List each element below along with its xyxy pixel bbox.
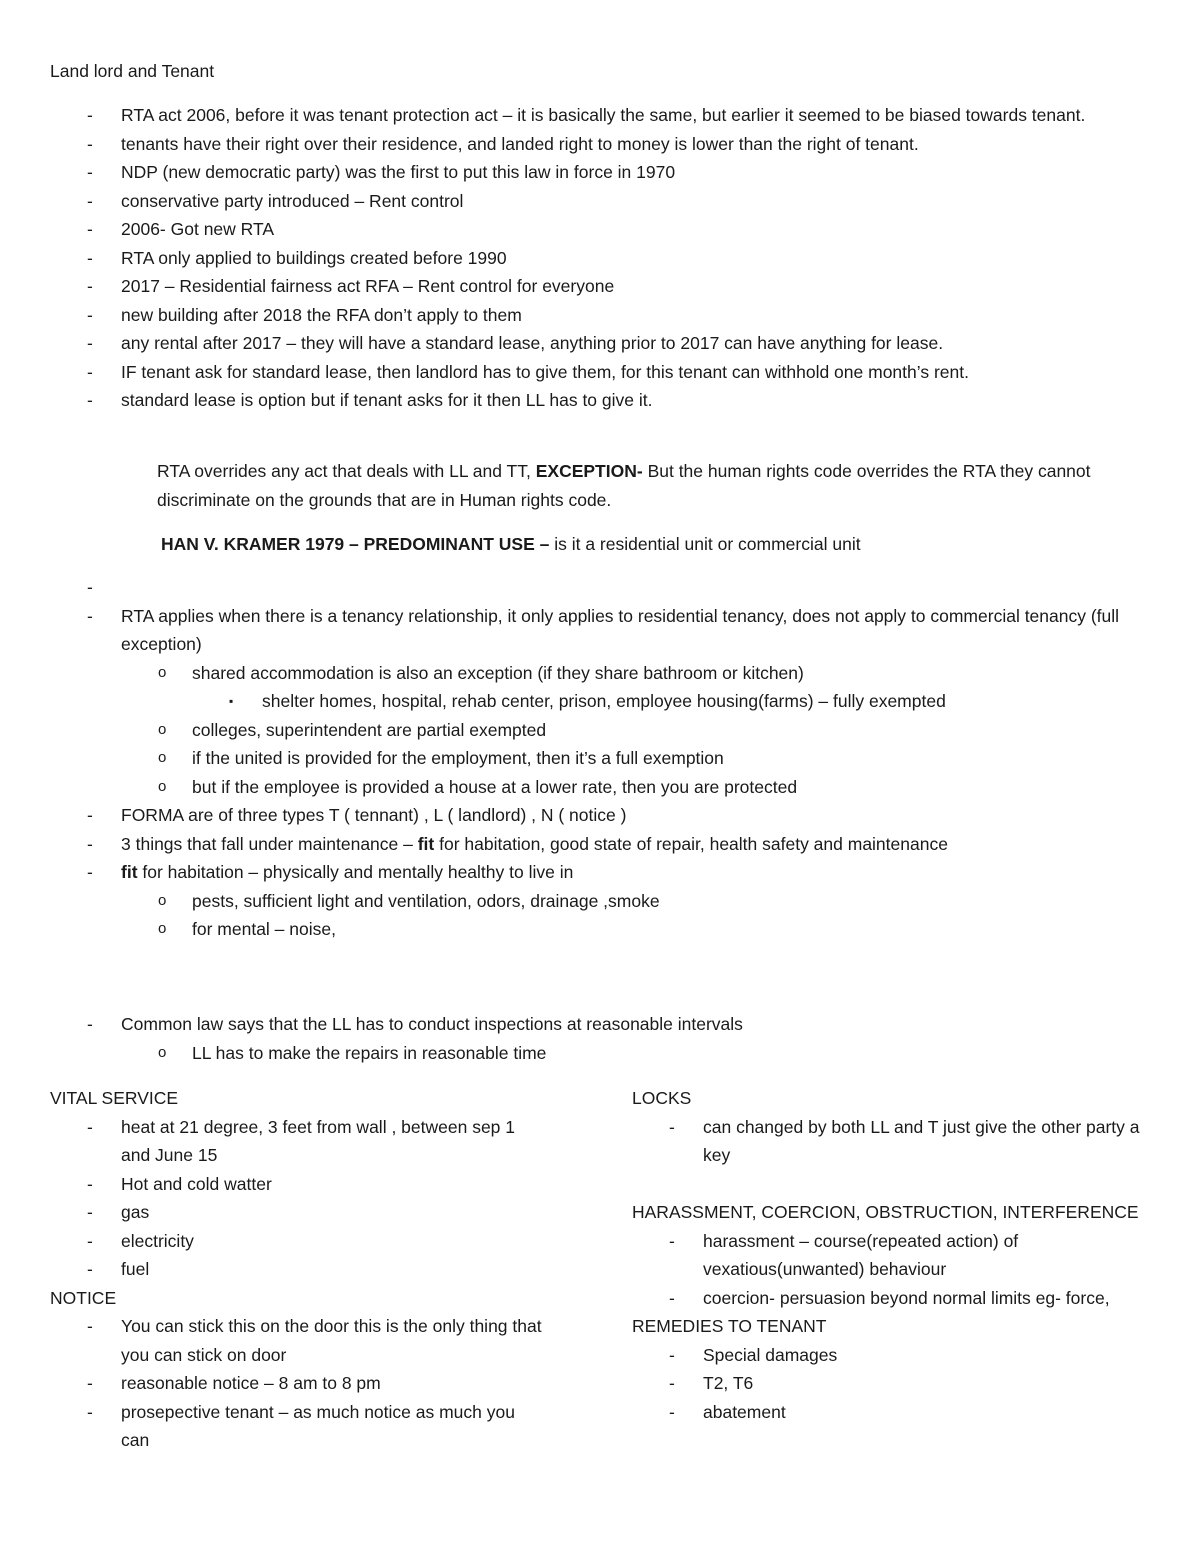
- list-item: - RTA act 2006, before it was tenant protection act – it is basically the same, but earlier it seemed to be biased towards tenant.: [87, 105, 1086, 125]
- common-law-list: [0, 1010, 1200, 1067]
- list-item: o shared accommodation is also an exception (if they share bathroom or kitchen): [158, 662, 804, 683]
- list-item: - heat at 21 degree, 3 feet from wall , between sep 1 and June 15: [87, 1116, 515, 1165]
- section-heading: VITAL SERVICE: [50, 1088, 179, 1108]
- list-item: - fuel: [87, 1259, 150, 1279]
- section-heading: LOCKS: [632, 1088, 692, 1108]
- list-item: - NDP (new democratic party) was the first to put this law in force in 1970: [87, 162, 676, 182]
- list-item: - tenants have their right over their residence, and landed right to money is lower than the right of tenant.: [87, 133, 919, 154]
- list-item: o LL has to make the repairs in reasonable time: [158, 1042, 547, 1063]
- list-item: - IF tenant ask for standard lease, then landlord has to give them, for this tenant can withhold one month’s rent.: [87, 361, 969, 382]
- rta-override-paragraph: RTA overrides any act that deals with LL and TT, EXCEPTION- But the human rights code overrides the RTA they cannot discriminate on the grounds that are in Human rights code.: [157, 461, 1091, 510]
- list-item: - conservative party introduced – Rent control: [87, 190, 464, 211]
- exemption-list: [0, 573, 1200, 944]
- list-item: - reasonable notice – 8 am to 8 pm: [87, 1373, 381, 1393]
- list-item: - T2, T6: [669, 1373, 754, 1393]
- list-item: o for mental – noise,: [158, 919, 336, 939]
- section-heading: NOTICE: [50, 1287, 117, 1308]
- list-item: - harassment – course(repeated action) of vexatious(unwanted) behaviour: [669, 1230, 1019, 1279]
- list-item: - new building after 2018 the RFA don’t apply to them: [87, 304, 522, 325]
- case-heading: HAN V. KRAMER 1979 – PREDOMINANT USE – is it a residential unit or commercial unit: [161, 534, 861, 554]
- list-item: ▪ shelter homes, hospital, rehab center, prison, employee housing(farms) – fully exempted: [229, 691, 946, 711]
- list-item: -: [87, 577, 93, 597]
- list-item: - FORMA are of three types T ( tennant) , L ( landlord) , N ( notice ): [87, 805, 627, 825]
- list-item: - coercion- persuasion beyond normal limits eg- force,: [669, 1287, 1110, 1308]
- list-item: - Hot and cold watter: [87, 1173, 272, 1194]
- list-item: - 3 things that fall under maintenance – fit for habitation, good state of repair, health safety and maintenance: [87, 833, 948, 854]
- list-item: - Common law says that the LL has to conduct inspections at reasonable intervals: [87, 1014, 743, 1034]
- list-item: - abatement: [669, 1401, 786, 1422]
- list-item: o colleges, superintendent are partial exempted: [158, 719, 547, 740]
- list-item: - electricity: [87, 1230, 194, 1251]
- list-item: - RTA only applied to buildings created before 1990: [87, 247, 507, 268]
- list-item: - RTA applies when there is a tenancy relationship, it only applies to residential tenancy, does not apply to commercial tenancy (full exception): [87, 605, 1120, 654]
- list-item: o if the united is provided for the employment, then it’s a full exemption: [158, 748, 724, 768]
- intro-list: [0, 101, 1200, 415]
- list-item: o but if the employee is provided a house at a lower rate, then you are protected: [158, 776, 798, 797]
- list-item: - gas: [87, 1202, 150, 1222]
- section-heading: HARASSMENT, COERCION, OBSTRUCTION, INTERFERENCE: [632, 1202, 1139, 1222]
- left-column: [50, 1084, 570, 1455]
- list-item: o pests, sufficient light and ventilation, odors, drainage ,smoke: [158, 890, 660, 911]
- list-item: - Special damages: [669, 1344, 838, 1365]
- list-item: - can changed by both LL and T just give the other party a key: [669, 1116, 1140, 1165]
- right-column: [632, 1084, 1152, 1426]
- list-item: - standard lease is option but if tenant asks for it then LL has to give it.: [87, 390, 653, 410]
- section-heading: REMEDIES TO TENANT: [632, 1316, 827, 1336]
- document-title: Land lord and Tenant: [50, 61, 215, 81]
- list-item: - 2006- Got new RTA: [87, 219, 275, 239]
- list-item: - any rental after 2017 – they will have a standard lease, anything prior to 2017 can have anything for lease.: [87, 333, 944, 353]
- list-item: - prosepective tenant – as much notice as much you can: [87, 1401, 515, 1450]
- list-item: - You can stick this on the door this is the only thing that you can stick on door: [87, 1316, 542, 1365]
- list-item: - fit for habitation – physically and mentally healthy to live in: [87, 862, 574, 882]
- list-item: - 2017 – Residential fairness act RFA – Rent control for everyone: [87, 276, 615, 296]
